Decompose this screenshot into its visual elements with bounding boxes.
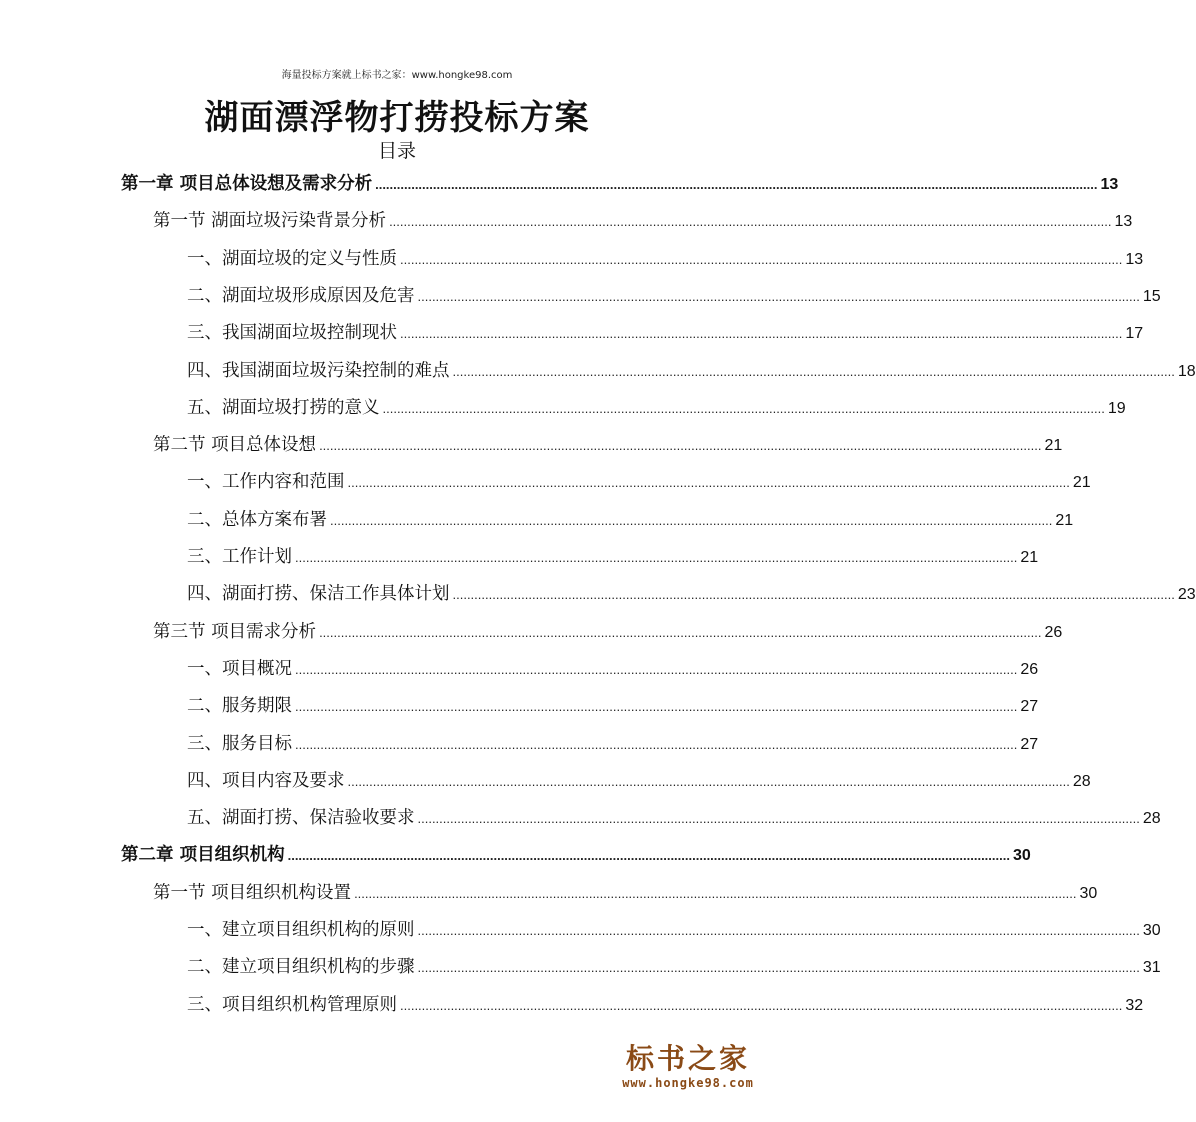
toc-subsection-entry[interactable] [187, 912, 1161, 948]
toc-entry-page: 21 [1072, 474, 1091, 492]
toc-entry-label: 二、湖面垃圾形成原因及危害 [187, 285, 415, 306]
toc-dot-leader: ........................................................................................................................................................................................................ [417, 923, 1140, 938]
toc-entry-page: 13 [1114, 213, 1133, 231]
toc-dot-leader: ........................................................................................................................................................................................................ [382, 400, 1105, 416]
toc-dot-leader: ........................................................................................................................................................................................................ [319, 438, 1042, 454]
toc-entry-label: 五、湖面垃圾打捞的意义 [187, 397, 380, 418]
toc-entry-page: 21 [1020, 549, 1039, 566]
toc-dot-leader: ........................................................................................................................................................................................................ [354, 885, 1077, 901]
toc-dot-leader: ........................................................................................................................................................................................................ [287, 848, 1010, 864]
toc-entry-label: 四、项目内容及要求 [187, 770, 345, 791]
toc-subsection-entry[interactable] [187, 278, 1161, 314]
header-note: 海量投标方案就上标书之家：www.hongke98.com [281, 70, 513, 81]
toc-dot-leader: ........................................................................................................................................................................................................ [375, 177, 1098, 192]
toc-dot-leader: ........................................................................................................................................................................................................ [347, 773, 1070, 789]
toc-entry-label: 一、建立项目组织机构的原则 [187, 920, 415, 940]
toc-dot-leader: ........................................................................................................................................................................................................ [295, 550, 1018, 565]
toc-subsection-entry[interactable] [187, 464, 1091, 500]
toc-dot-leader: ........................................................................................................................................................................................................ [295, 699, 1018, 715]
toc-entry-label: 三、服务目标 [187, 733, 292, 754]
toc-entry-label: 第一章 项目总体设想及需求分析 [121, 174, 373, 194]
toc-entry-label: 三、我国湖面垃圾控制现状 [187, 323, 397, 344]
toc-entry-page: 32 [1125, 996, 1144, 1014]
toc-entry-page: 19 [1107, 399, 1126, 417]
toc-section-entry[interactable] [153, 203, 1133, 239]
toc-dot-leader: ........................................................................................................................................................................................................ [330, 512, 1053, 528]
toc-entry-page: 17 [1125, 325, 1144, 343]
toc-section-entry[interactable] [153, 427, 1063, 463]
toc-dot-leader: ........................................................................................................................................................................................................ [295, 736, 1018, 752]
toc-dot-leader: ........................................................................................................................................................................................................ [417, 811, 1140, 827]
toc-entry-label: 三、工作计划 [187, 547, 292, 567]
toc-dot-leader: ........................................................................................................................................................................................................ [400, 997, 1123, 1013]
toc-entry-page: 18 [1177, 362, 1196, 380]
toc-dot-leader: ........................................................................................................................................................................................................ [389, 214, 1112, 230]
toc-subsection-entry[interactable] [187, 949, 1161, 985]
toc-subsection-entry[interactable] [187, 688, 1039, 724]
brand-logo [600, 1042, 776, 1090]
toc-section-entry[interactable] [153, 614, 1063, 650]
toc-entry-label: 二、总体方案布署 [187, 509, 327, 530]
toc-subsection-entry[interactable] [187, 987, 1144, 1023]
toc-subsection-entry[interactable] [187, 539, 1039, 575]
toc-entry-label: 一、项目概况 [187, 658, 292, 679]
logo-url: www.hongke98.com [622, 1076, 754, 1090]
toc-entry-page: 27 [1020, 698, 1039, 716]
toc-dot-leader: ........................................................................................................................................................................................................ [452, 587, 1175, 603]
toc-dot-leader: ........................................................................................................................................................................................................ [400, 251, 1123, 267]
toc-dot-leader: ........................................................................................................................................................................................................ [347, 475, 1070, 491]
toc-subsection-entry[interactable] [187, 651, 1039, 687]
toc-subsection-entry[interactable] [187, 241, 1144, 277]
toc-entry-label: 第二章 项目组织机构 [121, 845, 285, 866]
toc-dot-leader: ........................................................................................................................................................................................................ [400, 326, 1123, 342]
toc-chapter-entry[interactable] [121, 837, 1031, 873]
toc-entry-page: 13 [1100, 176, 1119, 193]
toc-subsection-entry[interactable] [187, 390, 1126, 426]
toc-subsection-entry[interactable] [187, 353, 1196, 389]
toc-dot-leader: ........................................................................................................................................................................................................ [319, 624, 1042, 640]
toc-entry-label: 三、项目组织机构管理原则 [187, 994, 397, 1015]
toc-entry-label: 二、服务期限 [187, 696, 292, 717]
document-title: 湖面漂浮物打捞投标方案 [204, 98, 590, 138]
toc-dot-leader: ........................................................................................................................................................................................................ [417, 960, 1140, 976]
toc-entry-page: 28 [1072, 772, 1091, 790]
toc-dot-leader: ........................................................................................................................................................................................................ [295, 661, 1018, 677]
toc-entry-page: 28 [1142, 810, 1161, 828]
toc-heading: 目录 [377, 140, 416, 162]
toc-entry-label: 四、我国湖面垃圾污染控制的难点 [187, 360, 450, 381]
toc-entry-label: 一、湖面垃圾的定义与性质 [187, 248, 397, 269]
toc-entry-page: 21 [1044, 437, 1063, 455]
toc-section-entry[interactable] [153, 875, 1098, 911]
toc-subsection-entry[interactable] [187, 763, 1091, 799]
toc-entry-page: 26 [1044, 623, 1063, 641]
toc-entry-label: 第二节 项目总体设想 [153, 435, 317, 456]
toc-entry-page: 13 [1125, 250, 1144, 268]
toc-subsection-entry[interactable] [187, 315, 1144, 351]
logo-name: 标书之家 [625, 1042, 750, 1075]
toc-subsection-entry[interactable] [187, 576, 1196, 612]
toc-subsection-entry[interactable] [187, 502, 1074, 538]
toc-entry-label: 第一节 湖面垃圾污染背景分析 [153, 211, 387, 232]
toc-entry-page: 26 [1020, 660, 1039, 678]
toc-entry-page: 15 [1142, 287, 1161, 305]
toc-entry-page: 21 [1055, 511, 1074, 529]
toc-subsection-entry[interactable] [187, 800, 1161, 836]
toc-dot-leader: ........................................................................................................................................................................................................ [417, 288, 1140, 304]
toc-entry-label: 四、湖面打捞、保洁工作具体计划 [187, 584, 450, 605]
toc-entry-page: 27 [1020, 735, 1039, 753]
toc-entry-page: 31 [1142, 959, 1161, 977]
toc-entry-page: 23 [1177, 586, 1196, 604]
toc-entry-label: 一、工作内容和范围 [187, 472, 345, 493]
toc-entry-label: 二、建立项目组织机构的步骤 [187, 957, 415, 978]
toc-subsection-entry[interactable] [187, 726, 1039, 762]
toc-entry-page: 30 [1079, 884, 1098, 902]
toc-entry-label: 第三节 项目需求分析 [153, 621, 317, 642]
toc-chapter-entry[interactable] [121, 166, 1119, 202]
toc-entry-page: 30 [1142, 922, 1161, 939]
toc-entry-label: 五、湖面打捞、保洁验收要求 [187, 808, 415, 829]
toc-entry-page: 30 [1012, 847, 1031, 865]
toc-entry-label: 第一节 项目组织机构设置 [153, 882, 352, 903]
toc-dot-leader: ........................................................................................................................................................................................................ [452, 363, 1175, 379]
